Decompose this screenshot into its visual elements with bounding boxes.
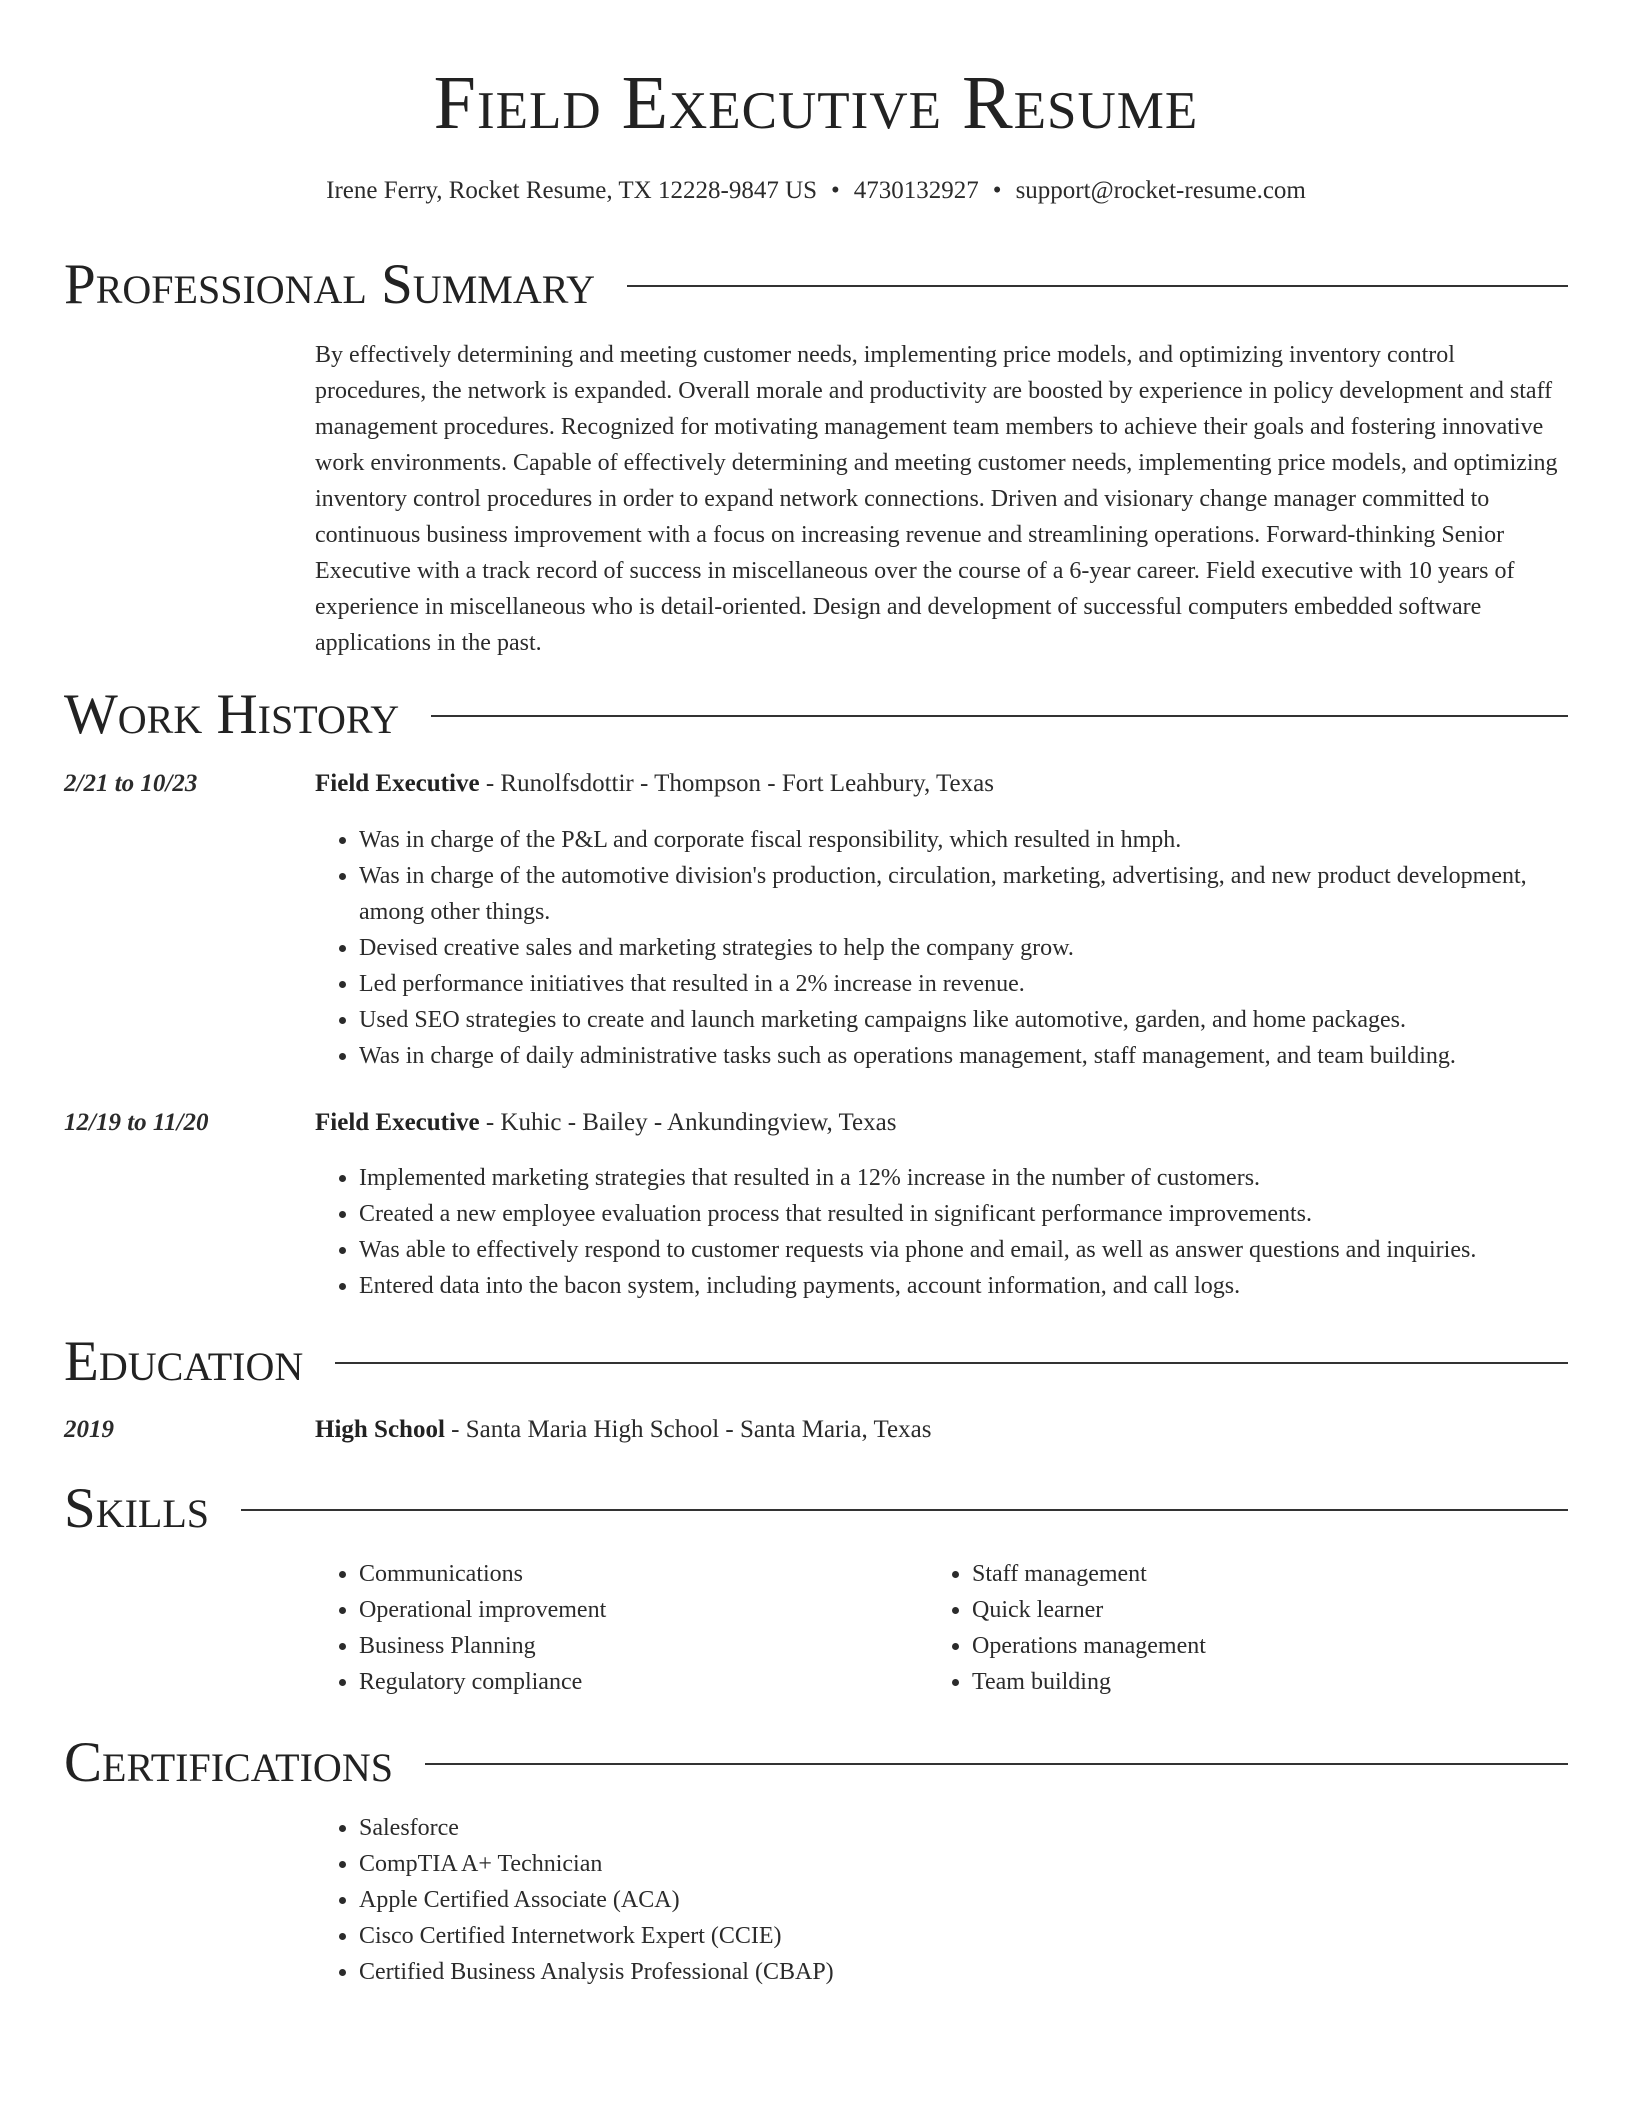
job-bullets xyxy=(315,1160,1568,1304)
job-heading xyxy=(315,767,1568,801)
job-bullets xyxy=(315,822,1568,1074)
resume-title: Field Executive Resume xyxy=(433,61,1199,145)
separator-dot: • xyxy=(831,177,840,204)
separator-dot: • xyxy=(992,177,1002,204)
certification-item: • Salesforce xyxy=(359,1810,1259,1846)
job-bullet: • Was in charge of the P&L and corporate fiscal responsibility, which resulted in hmph. xyxy=(359,822,1568,858)
section-heading-skills xyxy=(64,1474,1568,1544)
certification-item: • CompTIA A+ Technician xyxy=(359,1846,1259,1882)
job-bullet: • Was able to effectively respond to customer requests via phone and email, as well as answer questions and inquiries. xyxy=(359,1232,1568,1268)
job-title: Field Executive xyxy=(315,1109,480,1136)
job-bullet: • Implemented marketing strategies that resulted in a 12% increase in the number of customers. xyxy=(359,1160,1568,1196)
contact-email: support@rocket-resume.com xyxy=(1015,177,1306,204)
skill-item: • Operations management xyxy=(972,1628,1572,1664)
job-heading xyxy=(315,1106,1568,1140)
skills-list-right xyxy=(928,1556,1572,1700)
skill-item: • Team building xyxy=(972,1664,1572,1700)
job-dates: 2/21 to 10/23 xyxy=(64,770,198,797)
section-heading-label: Work History xyxy=(64,683,400,746)
section-heading-label: Skills xyxy=(64,1477,210,1540)
section-divider xyxy=(431,715,1568,717)
job-bullet: • Devised creative sales and marketing strategies to help the company grow. xyxy=(359,930,1568,966)
section-heading-work xyxy=(64,680,1568,750)
education-degree: High School xyxy=(315,1416,445,1443)
job-details: - Runolfsdottir - Thompson - Fort Leahbury, Texas xyxy=(479,770,994,797)
job-bullet: • Used SEO strategies to create and launch marketing campaigns like automotive, garden, and home packages. xyxy=(359,1002,1568,1038)
section-heading-summary xyxy=(64,250,1568,320)
job-dates: 12/19 to 11/20 xyxy=(64,1109,209,1136)
skill-item: • Communications xyxy=(359,1556,919,1592)
job-title: Field Executive xyxy=(315,770,480,797)
job-bullet: • Was in charge of daily administrative tasks such as operations management, staff management, and team building. xyxy=(359,1038,1568,1074)
skill-item: • Operational improvement xyxy=(359,1592,919,1628)
skills-list-left xyxy=(315,1556,919,1700)
education-entry xyxy=(315,1413,1568,1447)
section-divider xyxy=(425,1763,1568,1765)
job-bullet: • Was in charge of the automotive division's production, circulation, marketing, advertising, and new product development, among other things. xyxy=(359,858,1568,930)
section-heading-certifications xyxy=(64,1728,1568,1798)
job-bullet: • Created a new employee evaluation process that resulted in significant performance improvements. xyxy=(359,1196,1568,1232)
section-heading-label: Certifications xyxy=(64,1731,393,1794)
job-bullet: • Led performance initiatives that resulted in a 2% increase in revenue. xyxy=(359,966,1568,1002)
section-divider xyxy=(335,1362,1568,1364)
section-divider xyxy=(627,285,1568,287)
section-divider xyxy=(241,1509,1568,1511)
certifications-list xyxy=(315,1810,1259,1990)
contact-phone: 4730132927 xyxy=(853,177,979,204)
section-heading-education xyxy=(64,1327,1568,1397)
skill-item: • Regulatory compliance xyxy=(359,1664,919,1700)
contact-line xyxy=(0,174,1632,208)
education-details: - Santa Maria High School - Santa Maria, Texas xyxy=(444,1416,932,1443)
certification-item: • Cisco Certified Internetwork Expert (CCIE) xyxy=(359,1918,1259,1954)
contact-address: Irene Ferry, Rocket Resume, TX 12228-9847 US xyxy=(326,177,818,204)
summary-text: By effectively determining and meeting customer needs, implementing price models, and optimizing inventory control procedures, the network is expanded. Overall morale and productivity are boosted by experience in policy development and staff management procedures. Recognized for motivating management team members to achieve their goals and fostering innovative work environments. Capable of effectively determining and meeting customer needs, implementing price models, and optimizing inventory control procedures in order to expand network connections. Driven and visionary change manager committed to continuous business improvement with a focus on increasing revenue and streamlining operations. Forward-thinking Senior Executive with a track record of success in miscellaneous over the course of a 6-year career. Field executive with 10 years of experience in miscellaneous who is detail-oriented. Design and development of successful computers embedded software applications in the past. xyxy=(315,342,1558,656)
job-details: - Kuhic - Bailey - Ankundingview, Texas xyxy=(479,1109,897,1136)
education-year: 2019 xyxy=(64,1416,114,1443)
section-heading-label: Professional Summary xyxy=(64,253,596,316)
skill-item: • Staff management xyxy=(972,1556,1572,1592)
skill-item: • Business Planning xyxy=(359,1628,919,1664)
certification-item: • Apple Certified Associate (ACA) xyxy=(359,1882,1259,1918)
certification-item: • Certified Business Analysis Professional (CBAP) xyxy=(359,1954,1259,1990)
skill-item: • Quick learner xyxy=(972,1592,1572,1628)
section-heading-label: Education xyxy=(64,1330,304,1393)
job-bullet: • Entered data into the bacon system, including payments, account information, and call logs. xyxy=(359,1268,1568,1304)
